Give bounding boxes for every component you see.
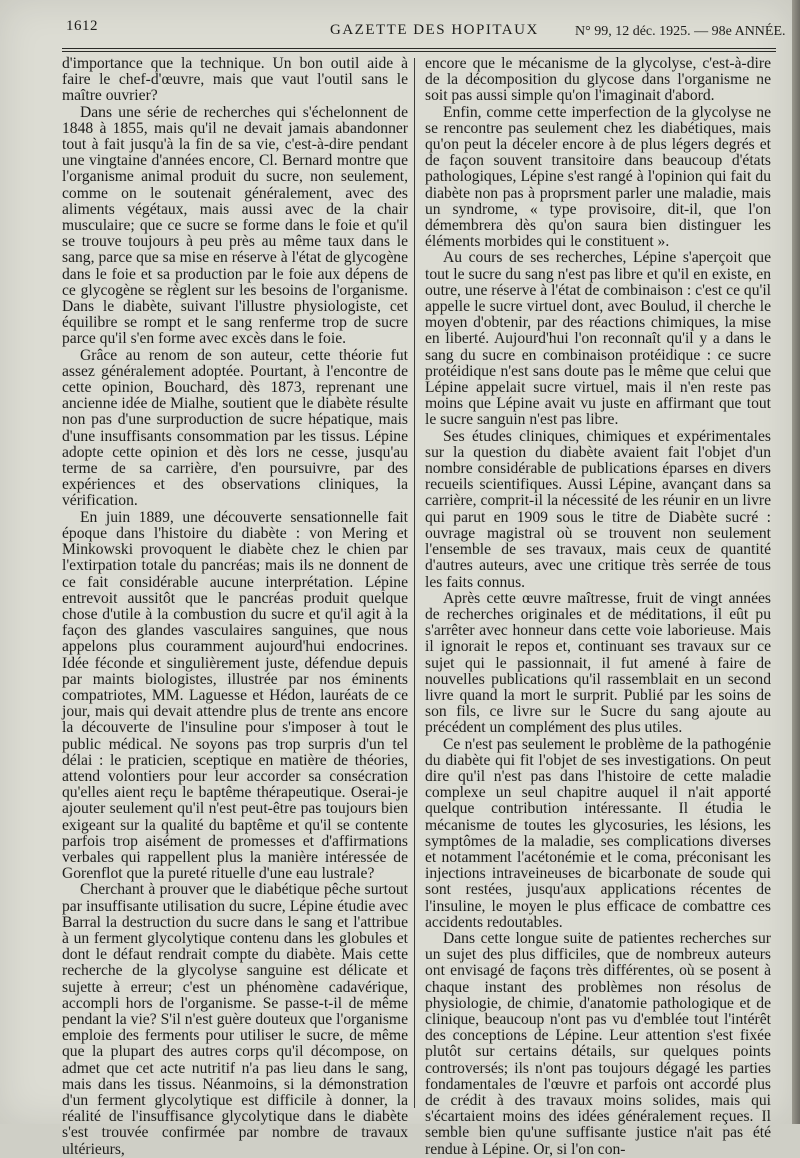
page-number: 1612 <box>66 18 98 34</box>
header-rule <box>62 51 776 52</box>
paragraph: Dans une série de recherches qui s'échelonnent de 1848 à 1855, mais qu'il ne devait jamais abandonner tout à fait jusqu'à la fin de sa vie, c'est-à-dire pendant une vingtaine d'années encore, Cl. Bernard montre que l'organisme animal produit du sucre, non seulement, comme on le soutenait généralement, avec des aliments végétaux, mais aussi avec de la chair musculaire; que ce sucre se forme dans le foie et qu'il se trouve toujours à peu près au même taux dans le sang, parce que sa mise en réserve à l'état de glycogène dans le foie et sa production par le foie aux dépens de ce glycogène se règlent sur les besoins de l'organisme. Dans le diabète, suivant l'illustre physiologiste, cet équilibre se rompt et le sang renferme trop de sucre parce qu'il s'en forme avec excès dans le foie. <box>62 103 408 348</box>
right-column <box>425 56 771 1158</box>
paragraph: encore que le mécanisme de la glycolyse, c'est-à-dire de la décomposition du glycose dans l'organisme ne soit pas aussi simple qu'on l'imaginait d'abord. <box>425 55 771 105</box>
column-divider <box>414 58 415 1108</box>
paragraph: Ses études cliniques, chimiques et expérimentales sur la question du diabète avaient fait l'objet d'un nombre considérable de publications éparses en divers recueils scientifiques. Aussi Lépine, avançant dans sa carrière, comprit-il la nécessité de les réunir en un livre qui parut en 1909 sous le titre de Diabète sucré : ouvrage magistral où se trouvent non seulement l'ensemble de ses travaux, mais ceux de quantité d'autres auteurs, avec une critique très serrée de tous les faits connus. <box>425 427 771 591</box>
page-edge <box>792 0 800 1124</box>
paragraph: Après cette œuvre maîtresse, fruit de vingt années de recherches originales et de méditations, il eût pu s'arrêter avec honneur dans cette voie laborieuse. Mais il ignorait le repos et, continuant ses travaux sur ce sujet qui le passionnait, il fut amené à faire de nouvelles publications qu'il rassemblait en un second livre quand la mort le surprit. Publié par les soins de son fils, ce livre sur le Sucre du sang ajoute au précédent un complément des plus utiles. <box>425 589 771 737</box>
paragraph: Au cours de ses recherches, Lépine s'aperçoit que tout le sucre du sang n'est pas libre et qu'il en existe, en outre, une réserve à l'état de combinaison : c'est ce qu'il appelle le sucre virtuel dont, avec Boulud, il cherche le moyen d'obtenir, par des réactions chimiques, la mise en liberté. Aujourd'hui l'on reconnaît qu'il y a dans le sang du sucre en combinaison protéidique : ce sucre protéidique n'est sans doute pas le même que celui que Lépine appelait sucre virtuel, mais il n'en reste pas moins que Lépine avait vu juste en affirmant que tout le sucre sanguin n'est pas libre. <box>425 249 771 429</box>
left-column <box>62 56 408 1158</box>
paragraph: Dans cette longue suite de patientes recherches sur un sujet des plus difficiles, que de nombreux auteurs ont envisagé de façons très différentes, où se posent à chaque instant des problèmes non résolus de physiologie, de chimie, d'anatomie pathologique et de clinique, beaucoup n'ont pas vu d'emblée tout l'intérêt des conceptions de Lépine. Leur attention s'est fixée plutôt sur certains détails, sur quelques points controversés; ils n'ont pas toujours dégagé les parties fondamentales de l'œuvre et parfois ont accordé plus de crédit à des travaux moins solides, mais qui s'écartaient moins des idées généralement reçues. Il semble bien qu'une suffisante justice n'ait pas été rendue à Lépine. Or, si l'on con- <box>425 929 771 1158</box>
journal-title: GAZETTE DES HOPITAUX <box>330 22 539 38</box>
header-rule <box>62 48 776 49</box>
issue-info: N° 99, 12 déc. 1925. — 98e ANNÉE. <box>575 24 786 39</box>
paragraph: Grâce au renom de son auteur, cette théorie fut assez généralement adoptée. Pourtant, à l'encontre de cette opinion, Bouchard, dès 1873, reprenant une ancienne idée de Mialhe, soutient que le diabète résulte non pas d'une surproduction de sucre hépatique, mais d'une insuffisants consommation par les tissus. Lépine adopte cette opinion et dès lors ne cesse, jusqu'au terme de sa carrière, d'en poursuivre, par des expériences et des observations cliniques, la vérification. <box>62 346 408 510</box>
paragraph: Enfin, comme cette imperfection de la glycolyse ne se rencontre pas seulement chez les diabétiques, mais qu'on peut la déceler encore à de plus légers degrés et de façon souvent transitoire dans beaucoup d'états pathologiques, Lépine s'est rangé à l'opinion qui fait du diabète non pas à proprsment parler une maladie, mais un syndrome, « type provisoire, dit-il, que l'on démembrera dès qu'on saura bien distinguer les éléments morbides qui le constituent ». <box>425 103 771 251</box>
paragraph: Cherchant à prouver que le diabétique pêche surtout par insuffisante utilisation du sucre, Lépine étudie avec Barral la destruction du sucre dans le sang et l'attribue à un ferment glycolytique contenu dans les globules et dont le défaut rendrait compte du diabète. Mais cette recherche de la glycolyse sanguine est délicate et sujette à erreur; c'est un phénomène cadavérique, accompli hors de l'organisme. Se passe-t-il de même pendant la vie? S'il n'est guère douteux que l'organisme emploie des ferments pour utiliser le sucre, de même que la plupart des autres corps qu'il décompose, on admet que cet acte nutritif n'a pas lieu dans le sang, mais dans les tissus. Néanmoins, si la démonstration d'un ferment glycolytique est difficile à donner, la réalité de l'insuffisance glycolytique dans le diabète s'est trouvée confirmée par nombre de travaux ultérieurs, <box>62 881 408 1158</box>
paragraph: d'importance que la technique. Un bon outil aide à faire le chef-d'œuvre, mais que vaut l'outil sans le maître ouvrier? <box>62 55 408 105</box>
paragraph: Ce n'est pas seulement le problème de la pathogénie du diabète qui fit l'objet de ses investigations. On peut dire qu'il n'est pas dans l'histoire de cette maladie complexe un seul chapitre auquel il n'ait apporté quelque contribution intéressante. Il étudia le mécanisme de toutes les glycosuries, les lésions, les symptômes de la maladie, ses complications diverses et notamment l'acétonémie et le coma, préconisant les injections intraveineuses de bicarbonate de soude qui sont restées, jusqu'aux applications récentes de l'insuline, le moyen le plus efficace de combattre ces accidents redoutables. <box>425 735 771 931</box>
page-header <box>40 18 786 48</box>
paragraph: En juin 1889, une découverte sensationnelle fait époque dans l'histoire du diabète : von Mering et Minkowski provoquent le diabète chez le chien par l'extirpation totale du pancréas; mais ils ne donnent de ce fait considérable aucune interprétation. Lépine entrevoit aussitôt que le pancréas produit quelque chose d'utile à la combustion du sucre et qu'il agit à la façon des glandes vasculaires sanguines, que nous appelons plus couramment aujourd'hui endocrines. Idée féconde et singulièrement juste, défendue depuis par maints biologistes, illustrée par nos éminents compatriotes, MM. Laguesse et Hédon, lauréats de ce jour, mais qui devait attendre plus de trente ans encore la découverte de l'insuline pour s'imposer à tout le public médical. Ne soyons pas trop surpris d'un tel délai : le praticien, sceptique en matière de théories, attend volontiers pour leur accorder sa consécration qu'elles aient reçu le baptême thérapeutique. Oserai-je ajouter seulement qu'il n'est peut-être pas toujours bien exigeant sur la qualité du baptême et qu'il se contente parfois trop aisément de promesses et d'affirmations verbales qui rappellent plus la manière intéressée de Gorenflot que la pureté rituelle d'une eau lustrale? <box>62 508 408 883</box>
